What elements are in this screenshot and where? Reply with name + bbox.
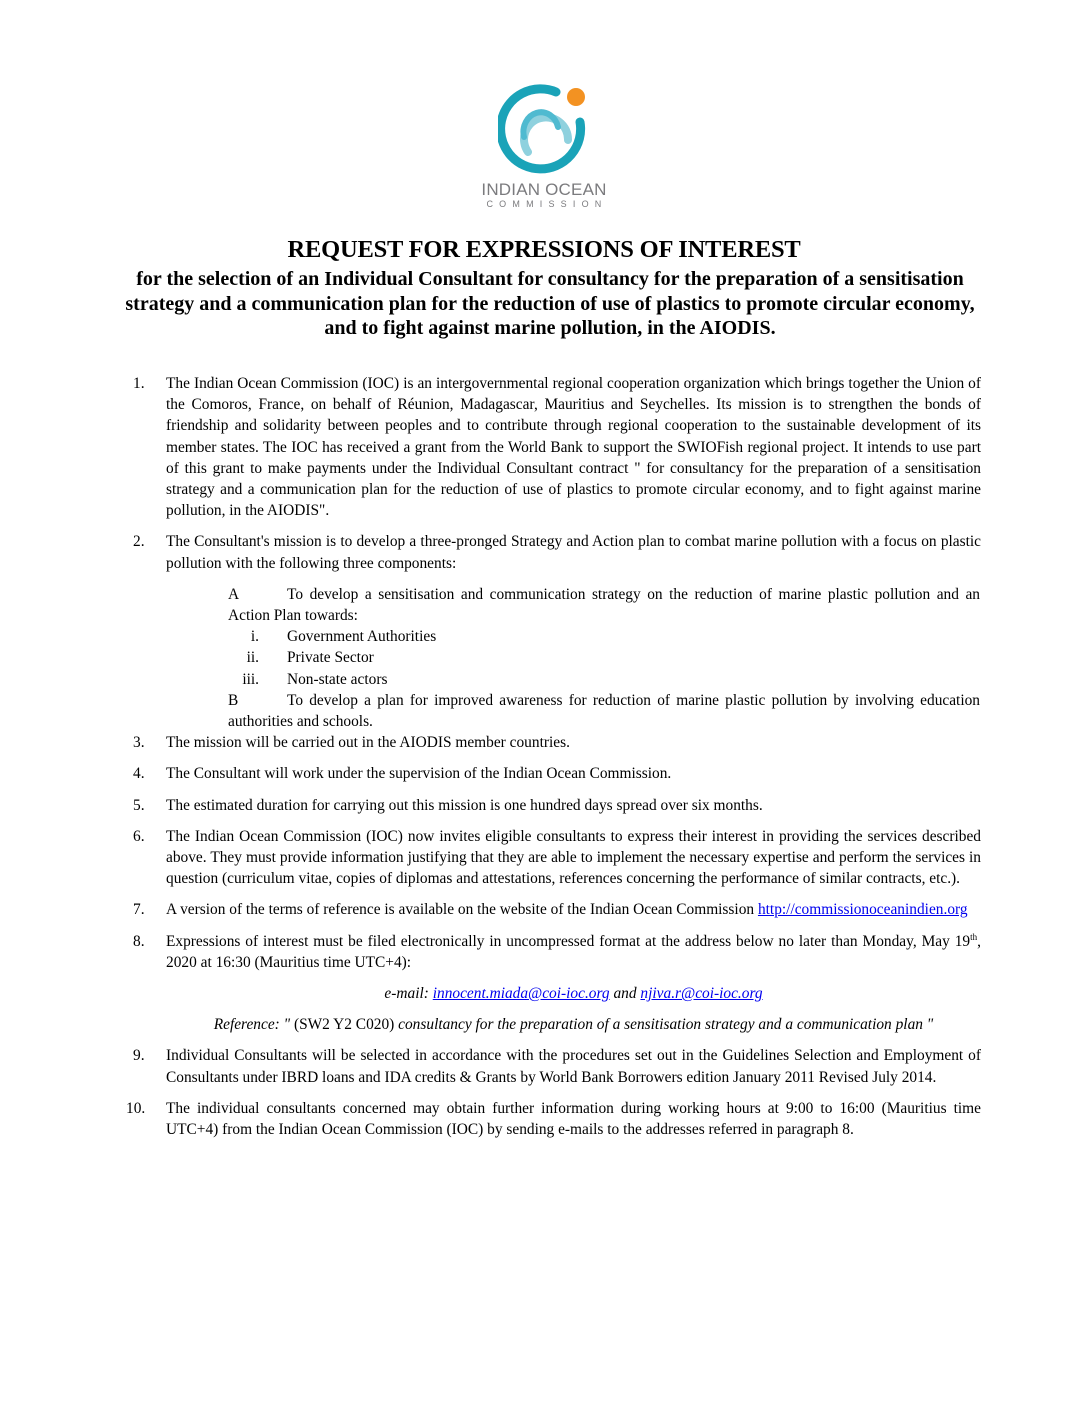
target-number: ii.	[246, 649, 259, 667]
website-link[interactable]: http://commissionoceanindien.org	[757, 901, 968, 919]
item-text: The individual consultants concerned may obtain further information during working hours at 9:00 to 16:00 (Mauritius time UTC+4) from the Indian Ocean Commission (IOC) by sending e-mails to the addresses referred in paragraph 8.	[166, 1099, 981, 1139]
list-item	[0, 1098, 981, 1140]
target-number: i.	[250, 628, 259, 646]
item-text: The estimated duration for carrying out this mission is one hundred days spread over six months.	[166, 796, 763, 814]
email-line	[166, 983, 981, 1004]
logo-name: INDIAN OCEAN	[481, 180, 607, 199]
list-item	[0, 373, 981, 521]
list-item	[0, 899, 981, 920]
reference-text: consultancy for the preparation of a sensitisation strategy and a communication plan "	[398, 1016, 934, 1034]
component-b	[228, 690, 980, 732]
email-and: and	[613, 985, 637, 1003]
target-item	[228, 626, 980, 647]
component-text: To develop a plan for improved awareness for reduction of marine plastic pollution by involving education authorities and schools.	[228, 691, 980, 731]
target-item	[228, 647, 980, 668]
document-title: REQUEST FOR EXPRESSIONS OF INTEREST	[287, 236, 801, 263]
list-item	[0, 826, 981, 890]
target-list	[228, 626, 980, 690]
reference-code: (SW2 Y2 C020)	[293, 1016, 395, 1034]
item-text: The Consultant will work under the supervision of the Indian Ocean Commission.	[166, 765, 672, 783]
list-item	[0, 732, 981, 753]
target-item	[228, 669, 980, 690]
component-letter: B	[228, 691, 239, 709]
item-text: The mission will be carried out in the AIODIS member countries.	[166, 734, 570, 752]
item-number: 8.	[133, 932, 145, 950]
reference-line	[166, 1014, 981, 1035]
item-number: 9.	[133, 1047, 145, 1065]
target-text: Non-state actors	[287, 670, 388, 688]
item-text: The Indian Ocean Commission (IOC) now invites eligible consultants to express their interest in providing the services described above. They must provide information justifying that they are able to implement the necessary expertise and perform the services in question (curriculum vitae, copies of diplomas and attestations, references concerning the performance of similar contracts, etc.).	[166, 827, 981, 888]
ordinal-suffix: th	[970, 931, 978, 942]
logo	[0, 82, 1088, 210]
target-number: iii.	[242, 670, 259, 688]
components-block	[228, 584, 980, 732]
item-text: The Indian Ocean Commission (IOC) is an intergovernmental regional cooperation organization which brings together the Union of the Comoros, France, on behalf of Réunion, Madagascar, Mauritius and Seychelles. Its mission is to strengthen the bonds of friendship and solidarity between peoples and to contribute through regional cooperation to the sustainable development of its member states. The IOC has received a grant from the World Bank to support the SWIOFish regional project. It intends to use part of this grant to make payments under the Individual Consultant contract " for consultancy for the preparation of a sensitisation strategy and a communication plan for the reduction of use of plastics to promote circular economy, and to fight against marine pollution, in the AIODIS".	[166, 375, 981, 520]
list-item	[0, 531, 981, 732]
logo-subtitle: COMMISSION	[486, 199, 608, 209]
document-subtitle: for the selection of an Individual Consultant for consultancy for the preparation of a sensitisation strategy and a communication plan for the reduction of use of plastics to promote circular economy, and to fight against marine pollution, in the AIODIS.	[125, 268, 975, 339]
item-number: 1.	[133, 375, 145, 392]
email-label: e-mail:	[384, 985, 429, 1003]
item-text-after: , 2020 at 16:30 (Mauritius time UTC+4):	[166, 932, 981, 971]
component-letter: A	[228, 585, 240, 603]
component-a	[228, 584, 980, 626]
component-text: To develop a sensitisation and communication strategy on the reduction of marine plastic pollution and an Action Plan towards:	[228, 585, 980, 625]
item-number: 5.	[133, 796, 145, 814]
item-number: 2.	[133, 533, 145, 551]
item-number: 10.	[126, 1099, 146, 1117]
email-link-2[interactable]: njiva.r@coi-ioc.org	[640, 985, 763, 1003]
item-text: A version of the terms of reference is available on the website of the Indian Ocean Commission	[166, 901, 755, 919]
item-number: 3.	[133, 734, 145, 752]
item-number: 6.	[133, 827, 145, 845]
item-text: The Consultant's mission is to develop a three-pronged Strategy and Action plan to combat marine pollution with a focus on plastic pollution with the following three components:	[166, 533, 981, 572]
reference-label: Reference: "	[213, 1016, 291, 1034]
email-link-1[interactable]: innocent.miada@coi-ioc.org	[432, 985, 610, 1003]
item-text-before: Expressions of interest must be filed electronically in uncompressed format at the address below no later than Monday, May 19	[166, 932, 971, 950]
list-item	[0, 1045, 981, 1087]
item-number: 7.	[133, 901, 145, 919]
target-text: Private Sector	[287, 649, 374, 667]
list-item	[0, 795, 981, 816]
ioc-logo-icon	[498, 82, 590, 177]
item-number: 4.	[133, 765, 145, 783]
list-item	[0, 931, 981, 1036]
item-text: Individual Consultants will be selected in accordance with the procedures set out in the Guidelines Selection and Employment of Consultants under IBRD loans and IDA credits & Grants by World Bank Borrowers edition January 2011 Revised July 2014.	[166, 1047, 981, 1086]
numbered-list	[0, 373, 1088, 1150]
list-item	[0, 763, 981, 784]
target-text: Government Authorities	[287, 628, 437, 646]
